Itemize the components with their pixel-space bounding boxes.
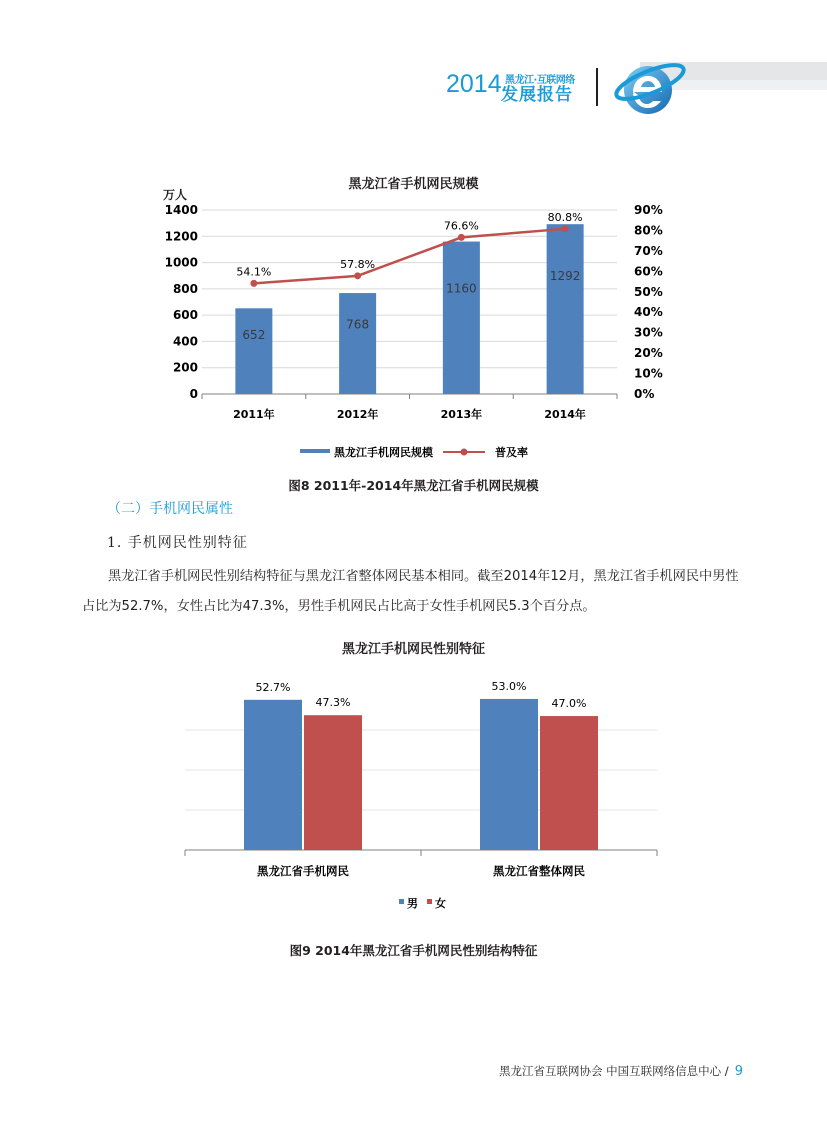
y-tick-label: 200 xyxy=(172,360,198,375)
x-tick-label: 2013年 xyxy=(440,408,483,421)
header-divider xyxy=(596,68,598,106)
legend-swatch-point xyxy=(461,449,468,456)
line-point xyxy=(354,272,361,279)
legend-label: 普及率 xyxy=(495,446,528,459)
line-point xyxy=(250,280,257,287)
bar-data-label: 47.0% xyxy=(551,697,587,711)
header-year: 2014 xyxy=(446,70,502,98)
header-band-secondary xyxy=(672,80,827,90)
footer-orgs: 黑龙江省互联网协会 中国互联网络信息中心 / xyxy=(499,1064,729,1078)
y2-tick-label: 90% xyxy=(634,203,663,217)
legend-label: 黑龙江手机网民规模 xyxy=(334,446,433,459)
header-title: 发展报告 xyxy=(501,85,573,105)
y2-tick-label: 0% xyxy=(634,387,655,401)
page-number: 9 xyxy=(734,1064,743,1079)
y-tick-label: 400 xyxy=(172,334,198,349)
bar-data-label: 52.7% xyxy=(255,680,291,694)
bar xyxy=(540,716,598,850)
x-tick-label: 2011年 xyxy=(233,408,275,421)
bar-data-label: 1160 xyxy=(446,281,477,296)
legend-swatch xyxy=(427,899,432,904)
line-point xyxy=(458,234,465,241)
y-tick-label: 600 xyxy=(172,308,198,323)
figure9-caption: 图9 2014年黑龙江省手机网民性别结构特征 xyxy=(289,943,538,958)
legend-swatch-bar xyxy=(300,449,330,453)
bar xyxy=(443,242,480,394)
legend-label: 女 xyxy=(435,897,446,910)
y-tick-label: 800 xyxy=(172,281,198,296)
line-data-label: 54.1% xyxy=(236,265,272,279)
y-tick-label: 1200 xyxy=(164,229,198,244)
bar-data-label: 47.3% xyxy=(315,696,351,710)
y2-tick-label: 50% xyxy=(634,284,663,299)
line-data-label: 57.8% xyxy=(340,257,376,271)
y-tick-label: 1000 xyxy=(164,255,198,270)
line-series xyxy=(254,229,565,284)
bar xyxy=(547,224,584,394)
bar xyxy=(244,700,302,850)
body-paragraph: 黑龙江省手机网民性别结构特征与黑龙江省整体网民基本相同。截至2014年12月，黑龙江省手机网民中男性占比为52.7%，女性占比为47.3%，男性手机网民占比高于女性手机网民5.3个百分点。 xyxy=(82,569,739,614)
chart1-plot xyxy=(150,196,670,466)
footer xyxy=(499,1063,743,1079)
line-data-label: 80.8% xyxy=(547,210,583,224)
ie-logo-icon xyxy=(612,52,688,118)
chart1-unit-label: 万人 xyxy=(163,188,188,202)
bar-data-label: 1292 xyxy=(549,269,581,284)
bar-data-label: 768 xyxy=(346,317,370,332)
legend-label: 男 xyxy=(407,897,418,910)
chart2-title: 黑龙江手机网民性别特征 xyxy=(341,642,485,657)
bar xyxy=(480,699,538,850)
y2-tick-label: 20% xyxy=(634,346,663,361)
y2-tick-label: 40% xyxy=(634,305,663,320)
line-point xyxy=(562,225,569,232)
y2-tick-label: 70% xyxy=(634,243,663,258)
bar xyxy=(235,308,272,394)
x-tick-label: 2012年 xyxy=(336,408,379,421)
bar xyxy=(304,715,362,850)
section-heading: （二）手机网民属性 xyxy=(107,501,233,517)
figure8-caption: 图8 2011年-2014年黑龙江省手机网民规模 xyxy=(288,478,539,493)
y2-tick-label: 60% xyxy=(634,264,663,279)
x-tick-label: 黑龙江省整体网民 xyxy=(493,864,585,878)
bar-data-label: 652 xyxy=(242,328,266,343)
sub-heading: 1. 手机网民性别特征 xyxy=(107,535,248,551)
header-subtitle: 黑龙江·互联网络 xyxy=(505,75,575,86)
y2-tick-label: 10% xyxy=(634,366,663,381)
x-tick-label: 黑龙江省手机网民 xyxy=(257,864,349,878)
y-tick-label: 1400 xyxy=(164,203,198,217)
x-tick-label: 2014年 xyxy=(544,408,586,421)
y-tick-label: 0 xyxy=(189,387,198,401)
bar xyxy=(339,293,376,394)
y2-tick-label: 30% xyxy=(634,325,663,340)
bar-data-label: 53.0% xyxy=(491,679,527,693)
legend-swatch xyxy=(399,899,404,904)
chart2-plot xyxy=(170,660,670,920)
chart1-title: 黑龙江省手机网民规模 xyxy=(348,177,479,192)
y2-tick-label: 80% xyxy=(634,223,663,238)
line-data-label: 76.6% xyxy=(443,219,479,233)
